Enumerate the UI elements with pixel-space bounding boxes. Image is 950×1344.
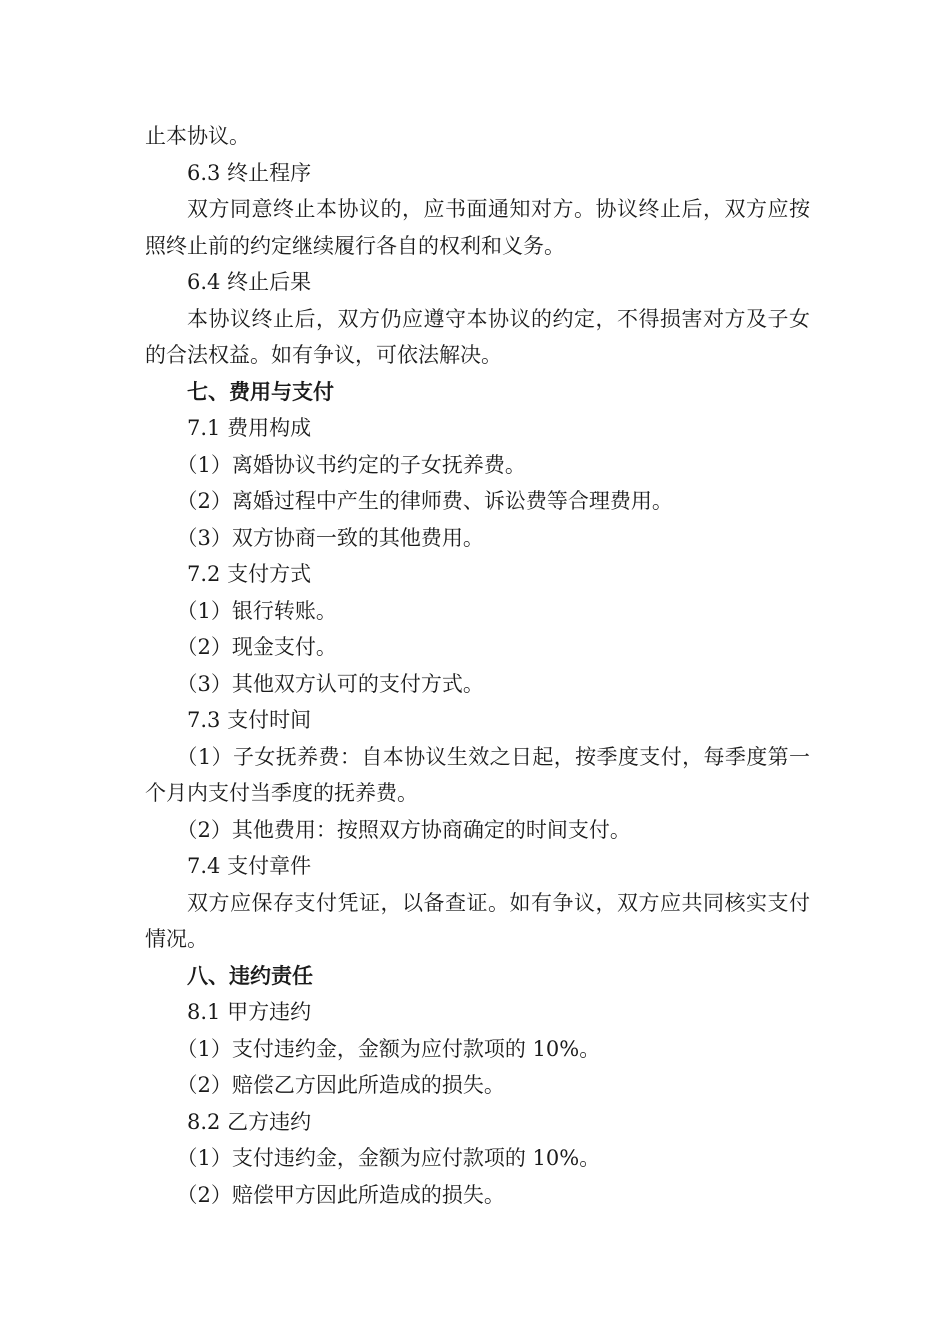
clause-7-4-title: 7.4 支付章件 — [187, 854, 312, 878]
clause-8-2-item-1: （1）支付违约金，金额为应付款项的 10%。 — [176, 1146, 601, 1170]
clause-6-4-title: 6.4 终止后果 — [187, 270, 312, 294]
clause-8-2-item-2: （2）赔偿甲方因此所造成的损失。 — [176, 1182, 505, 1207]
clause-8-1-item-1: （1）支付违约金，金额为应付款项的 10%。 — [176, 1036, 601, 1061]
clause-7-3-title: 7.3 支付时间 — [187, 708, 312, 732]
clause-7-3-item-1: （1）子女抚养费：自本协议生效之日起，按季度支付，每季度第一个月内支付当季度的抚养费。 — [145, 744, 810, 805]
clause-8-1-item-2: （2）赔偿乙方因此所造成的损失。 — [176, 1073, 505, 1097]
clause-7-2-title: 7.2 支付方式 — [187, 562, 312, 586]
document-body — [145, 118, 810, 1213]
clause-6-3-body: 双方同意终止本协议的，应书面通知对方。协议终止后，双方应按照终止前的约定继续履行各自的权利和义务。 — [145, 197, 810, 258]
clause-7-4-body: 双方应保存支付凭证，以备查证。如有争议，双方应共同核实支付情况。 — [145, 890, 810, 951]
clause-7-2-item-2: （2）现金支付。 — [176, 635, 337, 659]
clause-8-2-title: 8.2 乙方违约 — [187, 1109, 312, 1134]
clause-7-3-item-2: （2）其他费用：按照双方协商确定的时间支付。 — [176, 817, 631, 842]
section-8-heading: 八、违约责任 — [187, 962, 313, 988]
paragraph-continuation: 止本协议。 — [145, 124, 250, 148]
clause-7-1-item-1: （1）离婚协议书约定的子女抚养费。 — [176, 452, 526, 477]
clause-7-2-item-1: （1）银行转账。 — [176, 598, 337, 623]
section-7-heading: 七、费用与支付 — [187, 378, 334, 404]
clause-6-3-title: 6.3 终止程序 — [187, 160, 312, 185]
clause-7-1-item-3: （3）双方协商一致的其他费用。 — [176, 525, 484, 550]
clause-6-4-body: 本协议终止后，双方仍应遵守本协议的约定，不得损害对方及子女的合法权益。如有争议，可依法解决。 — [145, 306, 810, 367]
clause-7-1-item-2: （2）离婚过程中产生的律师费、诉讼费等合理费用。 — [176, 489, 673, 513]
clause-7-1-title: 7.1 费用构成 — [187, 416, 312, 440]
clause-8-1-title: 8.1 甲方违约 — [187, 1000, 312, 1024]
clause-7-2-item-3: （3）其他双方认可的支付方式。 — [176, 671, 484, 696]
